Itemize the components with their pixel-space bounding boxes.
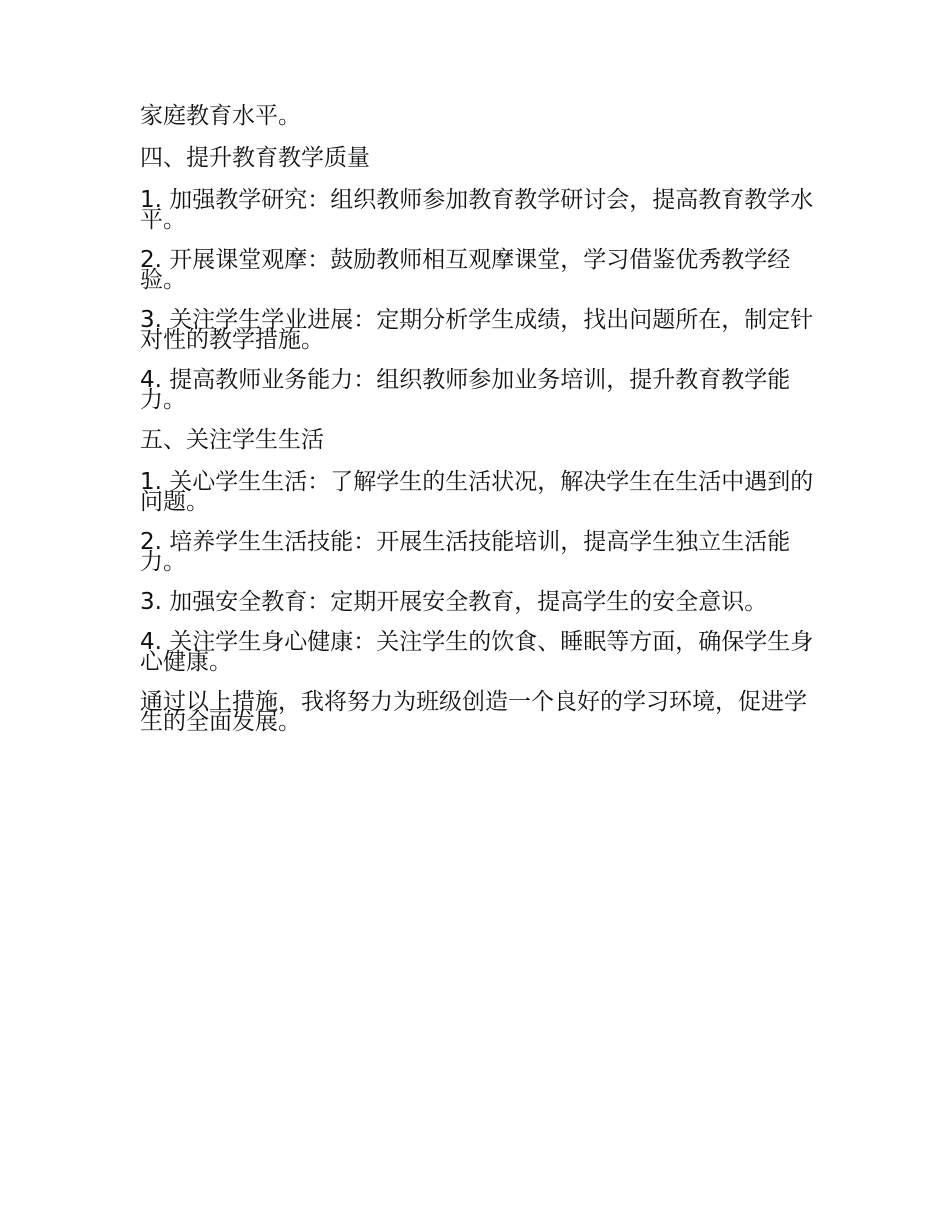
list-item-safety-education: 3. 加强安全教育：定期开展安全教育，提高学生的安全意识。 bbox=[140, 589, 768, 615]
list-item-teaching-research: 1. 加强教学研究：组织教师参加教育教学研讨会，提高教育教学水平。 bbox=[140, 187, 814, 233]
list-item-class-observation: 2. 开展课堂观摩：鼓励教师相互观摩课堂，学习借鉴优秀教学经验。 bbox=[140, 247, 791, 293]
list-item-teacher-ability: 4. 提高教师业务能力：组织教师参加业务培训，提升教育教学能力。 bbox=[140, 367, 791, 413]
paragraph-family-education-tail: 家庭教育水平。 bbox=[140, 103, 301, 129]
section-heading-teaching-quality: 四、提升教育教学质量 bbox=[140, 145, 370, 171]
paragraph-conclusion: 通过以上措施，我将努力为班级创造一个良好的学习环境，促进学生的全面发展。 bbox=[140, 689, 807, 735]
list-item-life-skills: 2. 培养学生生活技能：开展生活技能培训，提高学生独立生活能力。 bbox=[140, 529, 791, 575]
list-item-physical-mental-health: 4. 关注学生身心健康：关注学生的饮食、睡眠等方面，确保学生身心健康。 bbox=[140, 629, 814, 675]
document-body bbox=[140, 103, 820, 752]
list-item-care-student-life: 1. 关心学生生活：了解学生的生活状况，解决学生在生活中遇到的问题。 bbox=[140, 469, 814, 515]
section-heading-student-life: 五、关注学生生活 bbox=[140, 427, 324, 453]
list-item-academic-progress: 3. 关注学生学业进展：定期分析学生成绩，找出问题所在，制定针对性的教学措施。 bbox=[140, 307, 814, 353]
